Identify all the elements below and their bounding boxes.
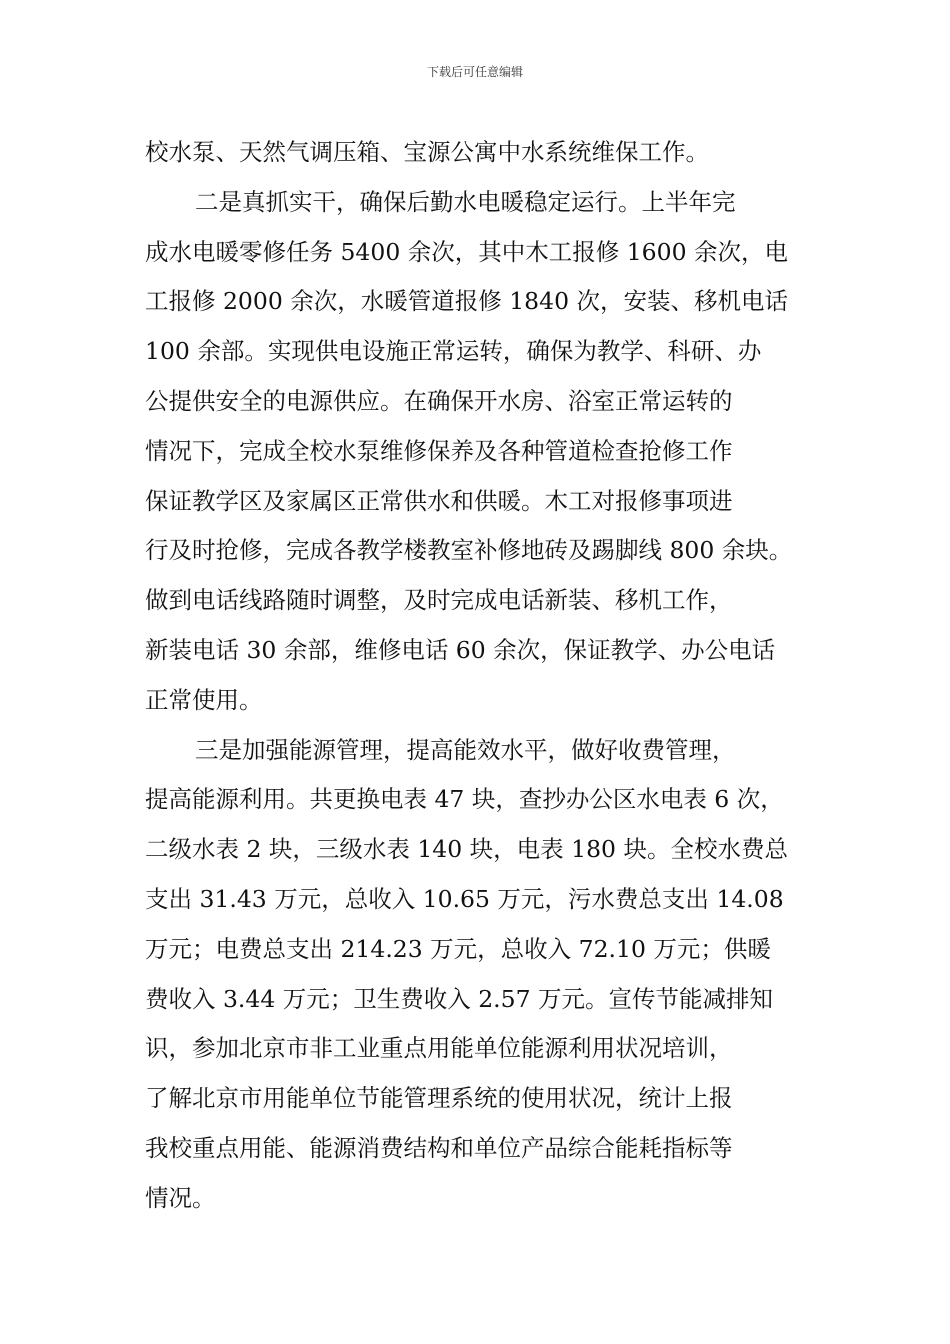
text-line: 万元；电费总支出 214.23 万元，总收入 72.10 万元；供暖 <box>145 934 771 963</box>
text-line: 二是真抓实干，确保后勤水电暖稳定运行。上半年完 <box>195 187 736 216</box>
text-line: 费收入 3.44 万元；卫生费收入 2.57 万元。宣传节能减排知 <box>145 984 774 1013</box>
text-line: 新装电话 30 余部，维修电话 60 余次，保证教学、办公电话 <box>145 635 776 664</box>
text-line: 公提供安全的电源供应。在确保开水房、浴室正常运转的 <box>145 386 733 415</box>
text-line: 二级水表 2 块，三级水表 140 块，电表 180 块。全校水费总 <box>145 835 788 864</box>
text-line: 行及时抢修，完成各教学楼教室补修地砖及踢脚线 800 余块。 <box>145 536 793 565</box>
text-line: 情况下，完成全校水泵维修保养及各种管道检查抢修工作 <box>145 436 733 465</box>
text-line: 做到电话线路随时调整，及时完成电话新装、移机工作， <box>145 586 733 615</box>
text-line: 了解北京市用能单位节能管理系统的使用状况，统计上报 <box>145 1084 733 1113</box>
text-line: 100 余部。实现供电设施正常运转，确保为教学、科研、办 <box>145 337 762 366</box>
text-line: 我校重点用能、能源消费结构和单位产品综合能耗指标等 <box>145 1133 733 1162</box>
text-line: 三是加强能源管理，提高能效水平，做好收费管理， <box>195 735 736 764</box>
text-line: 提高能源利用。共更换电表 47 块，查抄办公区水电表 6 次， <box>145 785 784 814</box>
text-line: 支出 31.43 万元，总收入 10.65 万元，污水费总支出 14.08 <box>145 884 784 913</box>
text-line: 保证教学区及家属区正常供水和供暖。木工对报修事项进 <box>145 486 733 515</box>
text-line: 情况。 <box>145 1183 216 1212</box>
text-line: 正常使用。 <box>145 685 263 714</box>
body-text <box>145 128 810 1224</box>
text-line: 成水电暖零修任务 5400 余次，其中木工报修 1600 余次，电 <box>145 237 788 266</box>
text-line: 工报修 2000 余次，水暖管道报修 1840 次，安装、移机电话 <box>145 287 788 316</box>
page-header-note: 下载后可任意编辑 <box>426 65 523 79</box>
text-line: 识，参加北京市非工业重点用能单位能源利用状况培训， <box>145 1034 733 1063</box>
text-line: 校水泵、天然气调压箱、宝源公寓中水系统维保工作。 <box>145 138 709 166</box>
